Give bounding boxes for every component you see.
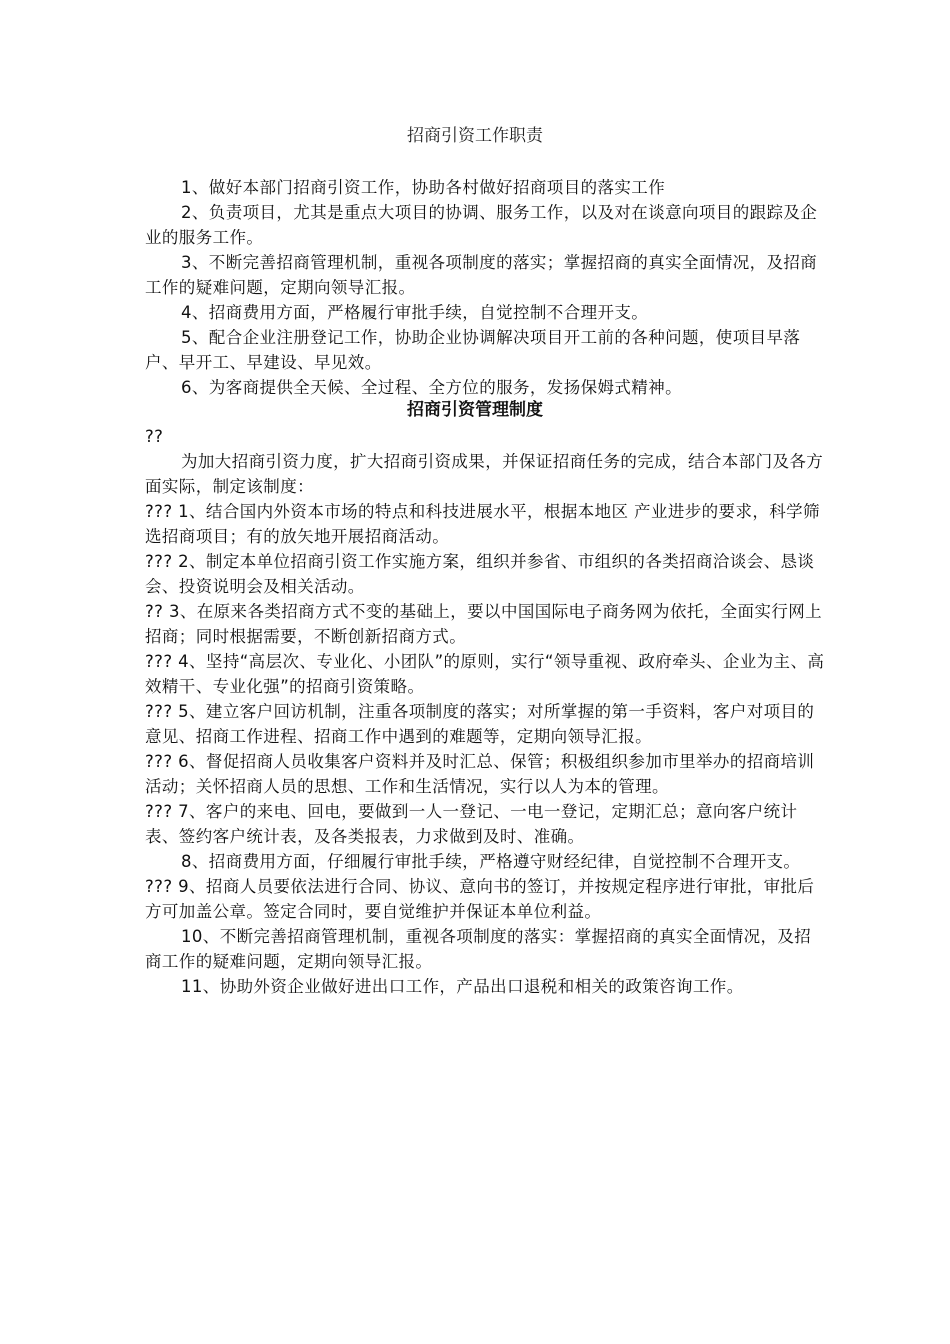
system-item: ??? 7、客户的来电、回电，要做到一人一登记、一电一登记，定期汇总；意向客户统计表、签约客户统计表，及各类报表，力求做到及时、准确。 (145, 802, 798, 846)
system-item: ??? 4、坚持“高层次、专业化、小团队”的原则，实行“领导重视、政府牵头、企业为主、高效精干、专业化强”的招商引资策略。 (145, 652, 825, 696)
system-item: 8、招商费用方面，仔细履行审批手续，严格遵守财经纪律，自觉控制不合理开支。 (181, 852, 801, 871)
duties-list (145, 175, 825, 400)
system-item: 10、不断完善招商管理机制，重视各项制度的落实：掌握招商的真实全面情况，及招商工作的疑难问题，定期向领导汇报。 (145, 927, 812, 971)
duty-item: 2、负责项目，尤其是重点大项目的协调、服务工作，以及对在谈意向项目的跟踪及企业的服务工作。 (145, 203, 818, 247)
system-item: 11、协助外资企业做好进出口工作，产品出口退税和相关的政策咨询工作。 (181, 977, 744, 996)
system-item: ??? 6、督促招商人员收集客户资料并及时汇总、保管；积极组织参加市里举办的招商培训活动；关怀招商人员的思想、工作和生活情况，实行以人为本的管理。 (145, 752, 815, 796)
duties-title: 招商引资工作职责 (407, 126, 543, 146)
system-intro: 为加大招商引资力度，扩大招商引资成果，并保证招商任务的完成，结合本部门及各方面实际，制定该制度： (145, 452, 824, 496)
system-title: 招商引资管理制度 (407, 400, 543, 420)
system-item: ??? 5、建立客户回访机制，注重各项制度的落实；对所掌握的第一手资料，客户对项目的意见、招商工作进程、招商工作中遇到的难题等，定期向领导汇报。 (145, 702, 815, 746)
duty-item: 4、招商费用方面，严格履行审批手续，自觉控制不合理开支。 (181, 303, 649, 322)
system-item: ??? 9、招商人员要依法进行合同、协议、意向书的签订，并按规定程序进行审批，审批后方可加盖公章。签定合同时，要自觉维护并保证本单位利益。 (145, 877, 815, 921)
system-item: ??? 1、结合国内外资本市场的特点和科技进展水平，根据本地区 产业进步的要求，科学筛选招商项目；有的放矢地开展招商活动。 (145, 502, 820, 546)
system-marker: ?? (145, 427, 164, 446)
duty-item: 5、配合企业注册登记工作，协助企业协调解决项目开工前的各种问题，使项目早落户、早开工、早建设、早见效。 (145, 328, 801, 372)
system-item: ??? 2、制定本单位招商引资工作实施方案，组织并参省、市组织的各类招商洽谈会、恳谈会、投资说明会及相关活动。 (145, 552, 815, 596)
duty-item: 6、为客商提供全天候、全过程、全方位的服务，发扬保姆式精神。 (181, 378, 682, 397)
duty-item: 1、做好本部门招商引资工作，协助各村做好招商项目的落实工作 (181, 178, 666, 197)
duty-item: 3、不断完善招商管理机制，重视各项制度的落实；掌握招商的真实全面情况，及招商工作的疑难问题，定期向领导汇报。 (145, 253, 818, 297)
system-item: ?? 3、在原来各类招商方式不变的基础上，要以中国国际电子商务网为依托，全面实行网上招商；同时根据需要，不断创新招商方式。 (145, 602, 823, 646)
system-list (145, 424, 825, 999)
